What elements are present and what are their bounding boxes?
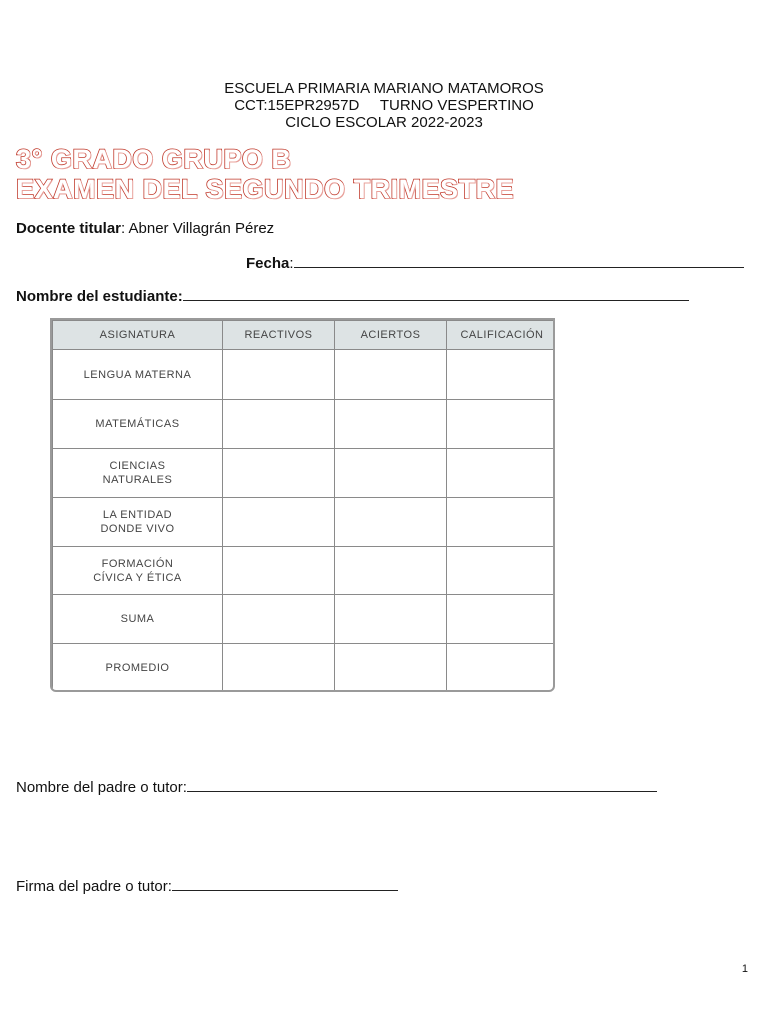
table-row <box>53 644 556 692</box>
aciertos-cell[interactable] <box>335 595 447 644</box>
parent-signature-label: Firma del padre o tutor: <box>16 878 172 895</box>
table-row <box>53 350 556 400</box>
header-aciertos: ACIERTOS <box>335 321 447 350</box>
reactivos-cell[interactable] <box>223 350 335 400</box>
parent-name-blank-line[interactable] <box>187 777 657 792</box>
subject-cell: SUMA <box>53 595 223 644</box>
school-header <box>0 80 768 131</box>
title-grade-group: 3° GRADO GRUPO B <box>16 144 292 174</box>
table-row <box>53 400 556 449</box>
reactivos-cell[interactable] <box>223 498 335 547</box>
calificacion-cell[interactable] <box>447 547 556 595</box>
calificacion-cell[interactable] <box>447 449 556 498</box>
table-row <box>53 449 556 498</box>
subject-cell: FORMACIÓN CÍVICA Y ÉTICA <box>53 547 223 595</box>
reactivos-cell[interactable] <box>223 547 335 595</box>
reactivos-cell[interactable] <box>223 449 335 498</box>
reactivos-cell[interactable] <box>223 595 335 644</box>
title-exam: EXAMEN DEL SEGUNDO TRIMESTRE <box>16 174 515 204</box>
aciertos-cell[interactable] <box>335 350 447 400</box>
page-number: 1 <box>741 963 748 975</box>
table-row <box>53 595 556 644</box>
header-asignatura: ASIGNATURA <box>53 321 223 350</box>
aciertos-cell[interactable] <box>335 449 447 498</box>
student-field <box>16 286 689 305</box>
aciertos-cell[interactable] <box>335 400 447 449</box>
parent-name-label: Nombre del padre o tutor: <box>16 779 187 796</box>
calificacion-cell[interactable] <box>447 644 556 692</box>
table-row <box>53 498 556 547</box>
date-field: Fecha: <box>246 253 744 272</box>
table-header-row <box>53 321 556 350</box>
subject-cell: CIENCIAS NATURALES <box>53 449 223 498</box>
aciertos-cell[interactable] <box>335 547 447 595</box>
reactivos-cell[interactable] <box>223 400 335 449</box>
subject-cell: LENGUA MATERNA <box>53 350 223 400</box>
table-row <box>53 547 556 595</box>
teacher-name: : Abner Villagrán Pérez <box>121 220 275 237</box>
cct-shift: CCT:15EPR2957D TURNO VESPERTINO <box>234 97 534 114</box>
aciertos-cell[interactable] <box>335 498 447 547</box>
calificacion-cell[interactable] <box>447 400 556 449</box>
header-calificacion: CALIFICACIÓN <box>447 321 556 350</box>
parent-signature-field <box>16 876 398 895</box>
date-label: Fecha <box>246 255 290 272</box>
student-blank-line[interactable] <box>183 286 689 301</box>
school-cycle: CICLO ESCOLAR 2022-2023 <box>285 114 483 131</box>
school-name: ESCUELA PRIMARIA MARIANO MATAMOROS <box>224 80 544 97</box>
calificacion-cell[interactable] <box>447 595 556 644</box>
subject-cell: MATEMÁTICAS <box>53 400 223 449</box>
exam-title <box>16 144 514 204</box>
grades-table <box>50 318 555 692</box>
teacher-label: Docente titular <box>16 220 122 237</box>
header-reactivos: REACTIVOS <box>223 321 335 350</box>
subject-cell: LA ENTIDAD DONDE VIVO <box>53 498 223 547</box>
aciertos-cell[interactable] <box>335 644 447 692</box>
subject-cell: PROMEDIO <box>53 644 223 692</box>
teacher-field <box>16 220 274 237</box>
student-label: Nombre del estudiante: <box>16 288 183 305</box>
parent-signature-blank-line[interactable] <box>172 876 398 891</box>
parent-name-field <box>16 777 657 796</box>
reactivos-cell[interactable] <box>223 644 335 692</box>
calificacion-cell[interactable] <box>447 350 556 400</box>
date-blank-line[interactable] <box>294 253 744 268</box>
calificacion-cell[interactable] <box>447 498 556 547</box>
